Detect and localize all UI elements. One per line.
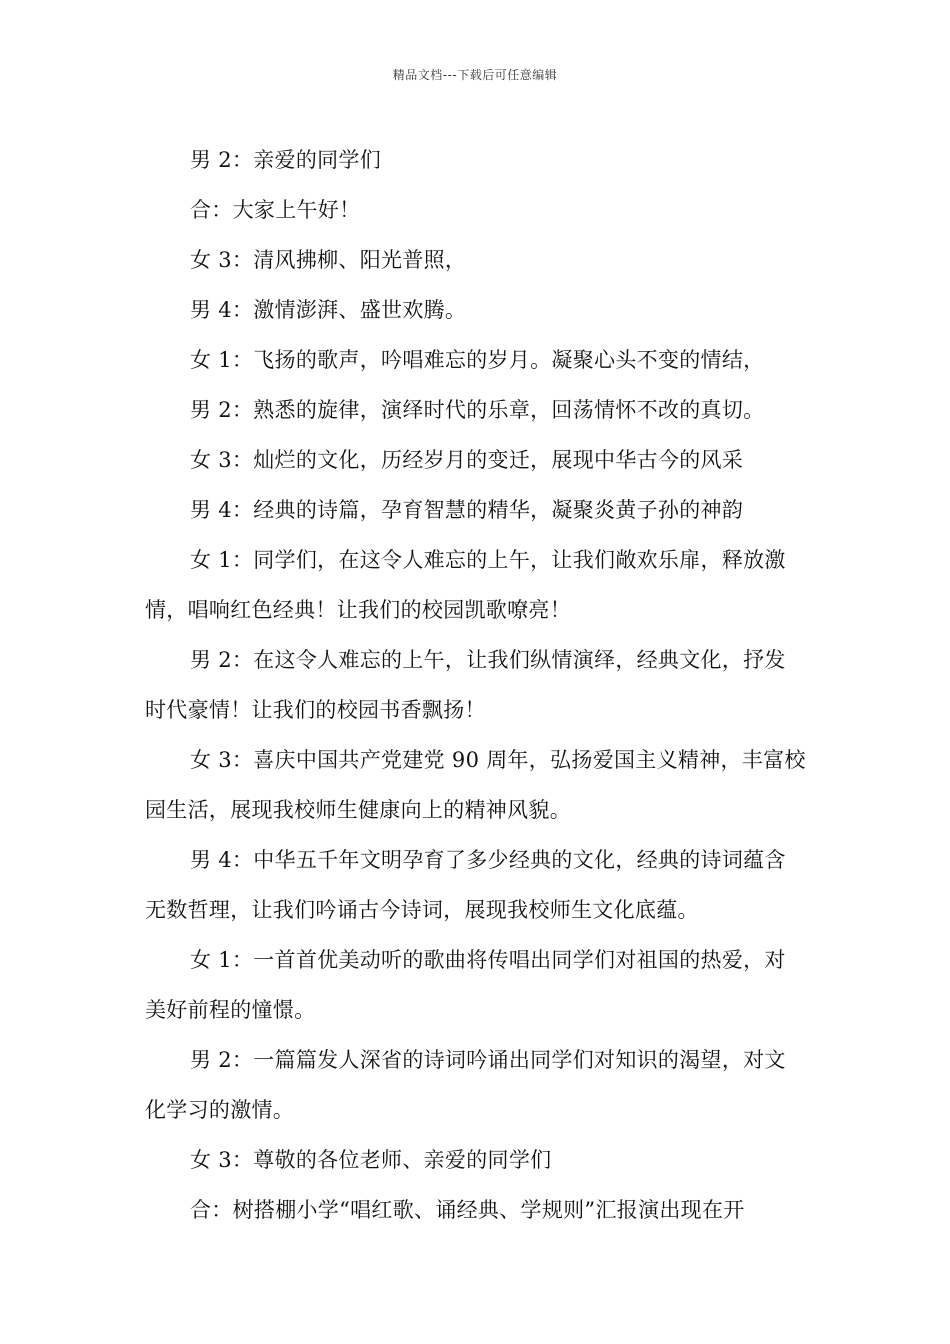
- paragraph: 女 3：清风拂柳、阳光普照，: [190, 248, 467, 272]
- page-header: 精品文档---下载后可任意编辑: [392, 68, 558, 82]
- paragraph: 女 3：喜庆中国共产党建党 90 周年，弘扬爱国主义精神，丰富校园生活，展现我校师生健康向上的精神风貌。: [145, 748, 806, 822]
- paragraph: 男 2：在这令人难忘的上午，让我们纵情演绎，经典文化，抒发时代豪情！让我们的校园书香飘扬！: [145, 648, 786, 722]
- paragraph: 男 4：经典的诗篇，孕育智慧的精华，凝聚炎黄子孙的神韵: [190, 498, 744, 522]
- paragraph: 男 4：中华五千年文明孕育了多少经典的文化，经典的诗词蕴含无数哲理，让我们吟诵古今诗词，展现我校师生文化底蕴。: [145, 848, 786, 922]
- paragraph: 男 4：激情澎湃、盛世欢腾。: [190, 298, 467, 322]
- paragraph: 男 2：一篇篇发人深省的诗词吟诵出同学们对知识的渴望，对文化学习的激情。: [145, 1048, 786, 1122]
- paragraph: 女 1：一首首优美动听的歌曲将传唱出同学们对祖国的热爱，对美好前程的憧憬。: [145, 948, 786, 1022]
- paragraph: 合：大家上午好！: [190, 198, 361, 222]
- paragraph: 女 3：灿烂的文化，历经岁月的变迁，展现中华古今的风采: [190, 448, 744, 472]
- paragraph: 男 2：亲爱的同学们: [190, 148, 382, 172]
- document-body: [145, 135, 807, 1235]
- paragraph: 女 1：同学们，在这令人难忘的上午，让我们敞欢乐扉，释放激情，唱响红色经典！让我们的校园凯歌嘹亮！: [145, 548, 786, 622]
- paragraph: 男 2：熟悉的旋律，演绎时代的乐章，回荡情怀不改的真切。: [190, 398, 765, 422]
- paragraph: 女 3：尊敬的各位老师、亲爱的同学们: [190, 1148, 552, 1172]
- paragraph: 女 1：飞扬的歌声，吟唱难忘的岁月。凝聚心头不变的情结，: [190, 348, 765, 372]
- paragraph: 合：树搭棚小学“唱红歌、诵经典、学规则”汇报演出现在开: [190, 1198, 745, 1222]
